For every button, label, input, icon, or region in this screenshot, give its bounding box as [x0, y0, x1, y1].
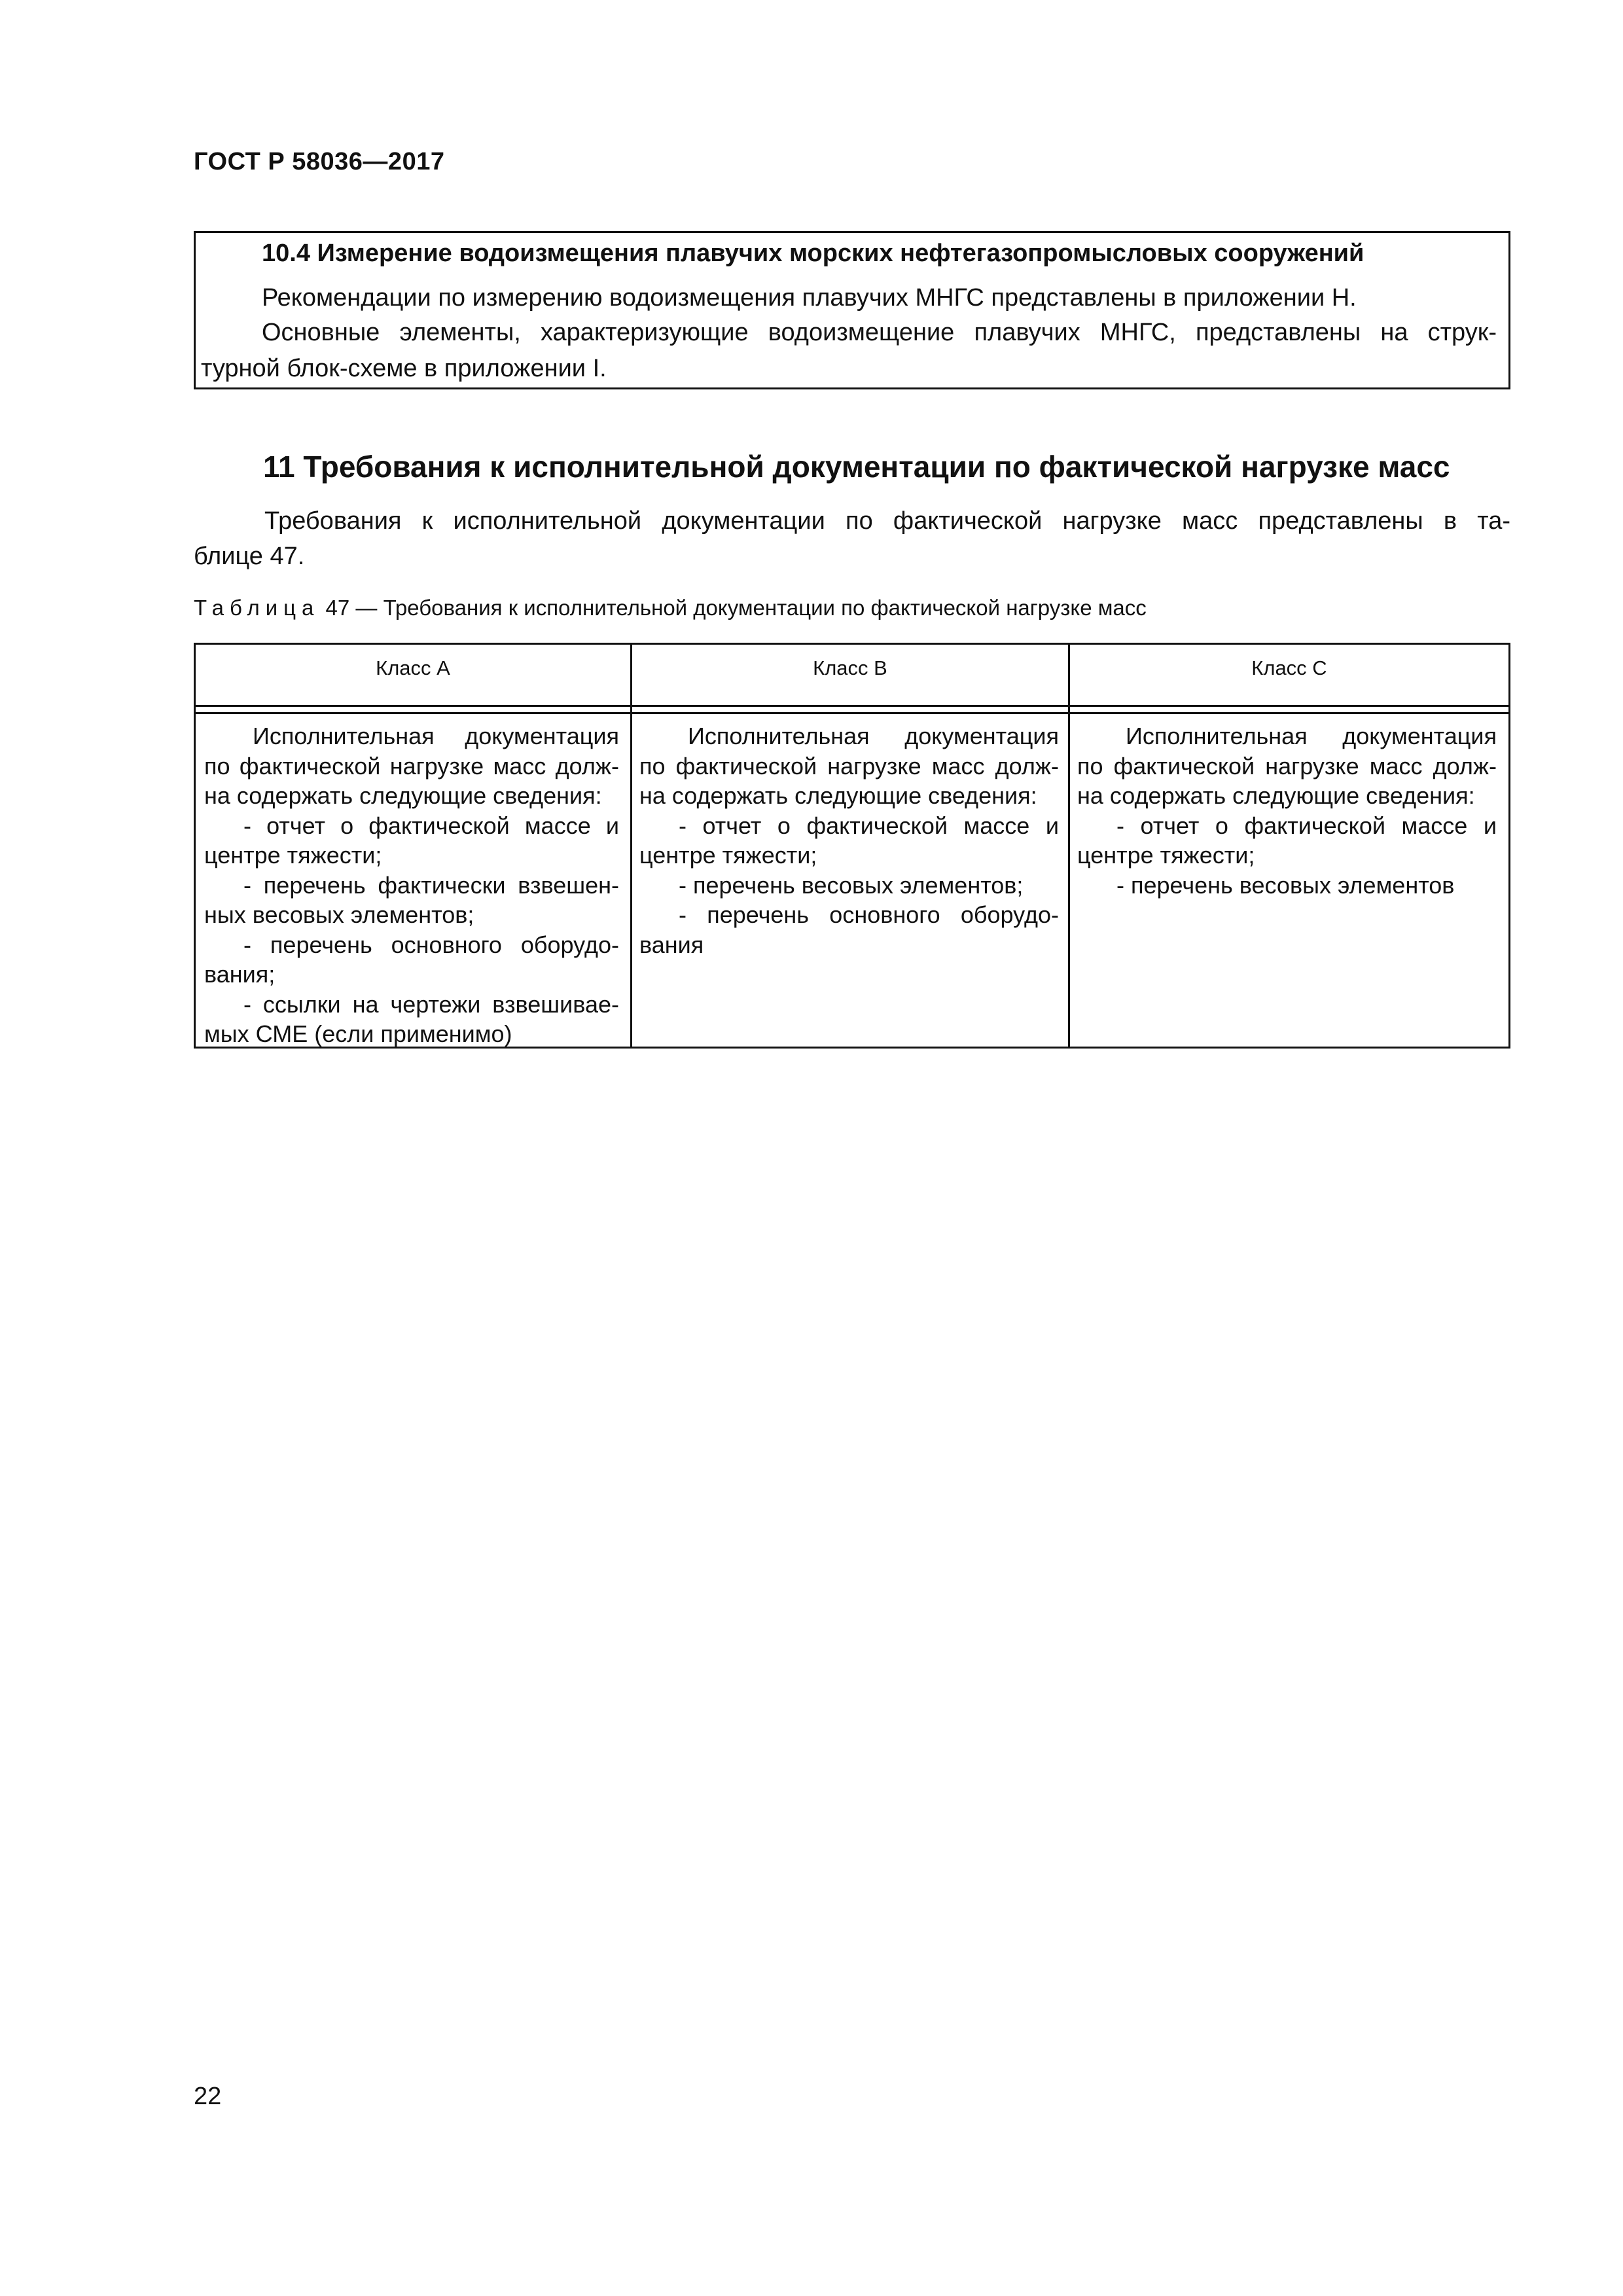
cell-line: на содержать следующие сведения: [204, 782, 602, 809]
body-paragraph-line: Требования к исполнительной документации по фактической нагрузке масс представлены в та- [264, 507, 1510, 535]
subsection-title: 10.4 Измерение водоизмещения плавучих морских нефтегазопромысловых сооружений [262, 240, 1364, 267]
cell-line: центре тяжести; [204, 842, 382, 869]
boxed-paragraph-line: Рекомендации по измерению водоизмещения плавучих МНГС представлены в приложении Н. [262, 284, 1357, 312]
cell-line: - перечень весовых элементов; [679, 871, 1024, 899]
header-divider [196, 705, 1508, 707]
table-cell-class-c [1077, 721, 1497, 900]
section-title: 11 Требования к исполнительной документации по фактической нагрузке масс [263, 450, 1450, 484]
header-divider [196, 712, 1508, 714]
cell-line: вания [639, 931, 704, 958]
cell-line: по фактической нагрузке масс долж- [204, 752, 619, 780]
cell-line: вания; [204, 961, 276, 988]
boxed-paragraph-line: турной блок-схеме в приложении I. [201, 355, 607, 382]
cell-line: Исполнительная документация [688, 723, 1059, 749]
cell-line: - отчет о фактической массе и [243, 812, 619, 839]
boxed-section-10-4 [194, 231, 1510, 389]
cell-line: по фактической нагрузке масс долж- [1077, 752, 1497, 780]
cell-line: - отчет о фактической массе и [1116, 812, 1497, 839]
cell-line: - перечень основного оборудо- [243, 931, 619, 958]
boxed-paragraph-line: Основные элементы, характеризующие водоизмещение плавучих МНГС, представлены на струк- [262, 319, 1497, 346]
cell-line: - ссылки на чертежи взвешивае- [243, 990, 619, 1018]
cell-line: по фактической нагрузке масс долж- [639, 752, 1059, 780]
cell-line: мых СМЕ (если применимо) [204, 1020, 512, 1047]
cell-line: Исполнительная документация [1126, 723, 1497, 749]
table-cell-class-a [204, 721, 619, 1049]
table-caption-label: Таблица [194, 596, 320, 620]
cell-line: центре тяжести; [1077, 842, 1255, 869]
table-cell-class-b [639, 721, 1059, 960]
cell-line: на содержать следующие сведения: [639, 782, 1037, 809]
cell-line: центре тяжести; [639, 842, 817, 869]
cell-line: на содержать следующие сведения: [1077, 782, 1475, 809]
table-header-class-c: Класс С [1251, 656, 1327, 679]
page-number: 22 [194, 2083, 222, 2110]
document-code-header: ГОСТ Р 58036—2017 [194, 148, 445, 175]
table-header-class-b: Класс В [813, 656, 887, 679]
requirements-table [194, 643, 1510, 1049]
table-header-class-a: Класс А [376, 656, 450, 679]
cell-line: - перечень основного оборудо- [679, 901, 1059, 928]
cell-line: - перечень весовых элементов [1116, 871, 1455, 899]
table-caption [194, 596, 1147, 620]
cell-line: - отчет о фактической массе и [679, 812, 1059, 839]
body-paragraph-line: блице 47. [194, 543, 305, 570]
cell-line: - перечень фактически взвешен- [243, 871, 619, 899]
cell-line: Исполнительная документация [253, 723, 619, 749]
cell-line: ных весовых элементов; [204, 901, 474, 928]
table-caption-text: 47 — Требования к исполнительной документации по фактической нагрузке масс [319, 596, 1147, 620]
